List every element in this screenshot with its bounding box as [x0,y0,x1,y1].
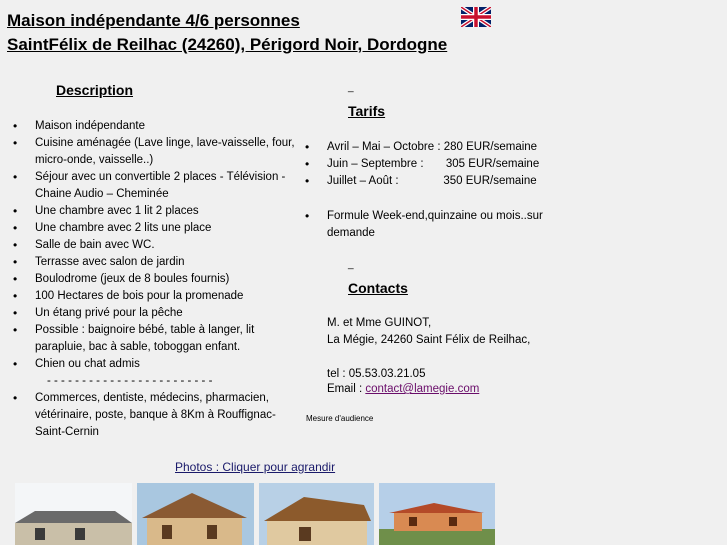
list-item: • Séjour avec un convertible 2 places - Télévision - Chaine Audio – Cheminée [7,169,297,203]
page-title: Maison indépendante 4/6 personnes [7,11,300,30]
tarif-row: • Juillet – Août : 350 EUR/semaine [299,173,589,190]
tarif-weekend: • Formule Week-end,quinzaine ou mois..sur demande [299,208,569,242]
list-item: • Maison indépendante [7,118,297,135]
house-photo-3[interactable] [259,483,374,545]
list-item: • 100 Hectares de bois pour la promenade [7,288,297,305]
contact-name: M. et Mme GUINOT, [327,317,432,329]
list-item: • Une chambre avec 1 lit 2 places [7,203,297,220]
house-photo-1[interactable] [15,483,132,545]
list-item: • Un étang privé pour la pêche [7,305,297,322]
uk-flag-icon[interactable] [461,7,491,27]
contact-tel: tel : 05.53.03.21.05 [327,368,426,380]
contacts-dash: _ [348,259,354,270]
contact-email-row [327,381,479,398]
separator-line: - - - - - - - - - - - - - - - - - - - - - - - - [47,375,213,387]
house-photo-4[interactable] [379,483,495,545]
photos-caption-link[interactable]: Photos : Cliquer pour agrandir [175,460,336,474]
tarifs-extra [299,208,569,242]
email-label: Email : [327,383,366,395]
list-item: • Possible : baignoire bébé, table à langer, lit parapluie, bac à sable, toboggan enfant. [7,322,297,356]
list-item: • Terrasse avec salon de jardin [7,254,297,271]
list-item: • Salle de bain avec WC. [7,237,297,254]
house-photo-2[interactable] [137,483,254,545]
list-item: • Cuisine aménagée (Lave linge, lave-vaisselle, four, micro-onde, vaisselle..) [7,135,297,169]
audience-label[interactable]: Mesure d'audience [306,414,374,423]
page-subtitle: SaintFélix de Reilhac (24260), Périgord Noir, Dordogne [7,35,448,54]
tarifs-heading: Tarifs [348,103,386,119]
list-item: • Boulodrome (jeux de 8 boules fournis) [7,271,297,288]
description-heading: Description [56,82,134,98]
list-item: • Chien ou chat admis [7,356,297,373]
list-item: • Commerces, dentiste, médecins, pharmacien, vétérinaire, poste, banque à 8Km à Rouffignac-Saint-Cernin [7,390,297,441]
contacts-heading: Contacts [348,280,408,296]
tarifs-dash: _ [348,82,354,93]
tarif-row: • Juin – Septembre : 305 EUR/semaine [299,156,589,173]
email-link[interactable]: contact@lamegie.com [365,383,480,395]
contact-address: La Mégie, 24260 Saint Félix de Reilhac, [327,334,531,346]
tarif-row: • Avril – Mai – Octobre : 280 EUR/semaine [299,139,589,156]
tarifs-list [299,139,589,190]
list-item: • Une chambre avec 2 lits une place [7,220,297,237]
description-list [7,118,297,441]
